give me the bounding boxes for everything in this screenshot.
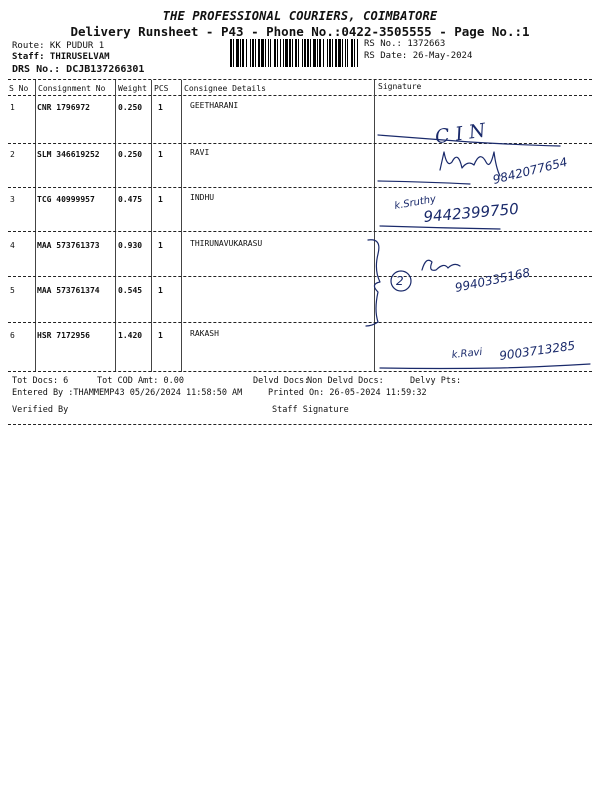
col-header-weight: Weight bbox=[118, 84, 147, 93]
row3-ink-stroke bbox=[380, 226, 500, 229]
row-consignee: INDHU bbox=[190, 193, 215, 202]
printed-on: Printed On: 26-05-2024 11:59:32 bbox=[268, 388, 427, 398]
row-consignee: GEETHARANI bbox=[190, 101, 239, 110]
column-separator bbox=[115, 80, 116, 372]
drs-number: DRS No.: DCJB137266301 bbox=[12, 64, 145, 75]
runsheet-subtitle: Delivery Runsheet - P43 - Phone No.:0422-3505555 - Page No.:1 bbox=[70, 24, 530, 39]
signature-row3-phone: 9442399750 bbox=[422, 199, 520, 226]
row2-ink-stroke bbox=[378, 181, 470, 184]
column-separator bbox=[181, 80, 182, 372]
row-weight: 0.250 bbox=[118, 150, 143, 159]
row-weight: 0.930 bbox=[118, 241, 143, 250]
row-pcs: 1 bbox=[158, 241, 163, 250]
row-divider bbox=[8, 322, 592, 323]
company-title: THE PROFESSIONAL COURIERS, COIMBATORE bbox=[162, 9, 438, 23]
row-pcs: 1 bbox=[158, 195, 163, 204]
col-header-consignee: Consignee Details bbox=[184, 84, 266, 93]
staff-signature: Staff Signature bbox=[272, 405, 349, 415]
total-docs: Tot Docs: 6 bbox=[12, 376, 69, 386]
col-header-signature: Signature bbox=[378, 82, 422, 91]
row2-signature-scribble bbox=[440, 152, 500, 176]
row-weight: 0.545 bbox=[118, 286, 143, 295]
signature-row45-mark: 2 bbox=[396, 274, 404, 288]
entered-by: Entered By :THAMMEMP43 05/26/2024 11:58:50 AM bbox=[12, 388, 243, 398]
signature-row2-phone: 9842077654 bbox=[491, 154, 569, 187]
row-divider bbox=[8, 276, 592, 277]
row-consignment: CNR 1796972 bbox=[37, 103, 90, 112]
header-top-divider bbox=[8, 79, 592, 80]
row-consignment: MAA 573761373 bbox=[37, 241, 100, 250]
delivered-docs: Delvd Docs: bbox=[253, 376, 310, 386]
header-bottom-divider bbox=[8, 95, 592, 96]
row-sno: 2 bbox=[10, 150, 15, 159]
row-weight: 0.475 bbox=[118, 195, 143, 204]
row-divider bbox=[8, 231, 592, 232]
merge-brace bbox=[366, 240, 380, 326]
signature-row6-name: k.Ravi bbox=[451, 346, 483, 361]
row-divider bbox=[8, 143, 592, 144]
staff-label: Staff: THIRUSELVAM bbox=[12, 52, 110, 62]
row-sno: 6 bbox=[10, 331, 15, 340]
row-consignment: TCG 40999957 bbox=[37, 195, 95, 204]
col-header-consignment: Consignment No bbox=[38, 84, 106, 93]
row-pcs: 1 bbox=[158, 103, 163, 112]
total-cod-amount: Tot COD Amt: 0.00 bbox=[97, 376, 184, 386]
rs-number: RS No.: 1372663 bbox=[364, 39, 446, 49]
verified-by: Verified By bbox=[12, 405, 69, 415]
row1-ink-stroke bbox=[378, 135, 560, 146]
signature-row1: C I N bbox=[433, 119, 487, 149]
barcode-image bbox=[230, 39, 358, 67]
rs-date: RS Date: 26-May-2024 bbox=[364, 51, 473, 61]
signature-row6-phone: 9003713285 bbox=[498, 338, 577, 363]
signature-row3-name: k.Sruthy bbox=[393, 193, 437, 212]
row-consignee: THIRUNAVUKARASU bbox=[190, 239, 263, 248]
row-consignee: RAVI bbox=[190, 148, 210, 157]
row-sno: 3 bbox=[10, 195, 15, 204]
merge-circle bbox=[391, 271, 411, 291]
row-consignment: HSR 7172956 bbox=[37, 331, 90, 340]
column-separator bbox=[35, 80, 36, 372]
table-bottom-divider bbox=[8, 371, 592, 372]
footer-divider bbox=[8, 424, 592, 425]
col-header-sno: S No bbox=[9, 84, 29, 93]
delivery-points: Delvy Pts: bbox=[410, 376, 462, 386]
signature-row45-phone: 9940335168 bbox=[453, 265, 532, 295]
row-consignment: MAA 573761374 bbox=[37, 286, 100, 295]
row-pcs: 1 bbox=[158, 286, 163, 295]
row-pcs: 1 bbox=[158, 150, 163, 159]
row6-ink-stroke bbox=[380, 364, 590, 369]
row-consignment: SLM 346619252 bbox=[37, 150, 100, 159]
column-separator bbox=[374, 80, 375, 372]
row-sno: 1 bbox=[10, 103, 15, 112]
route-label: Route: KK PUDUR 1 bbox=[12, 41, 105, 51]
non-delivered-docs: Non Delvd Docs: bbox=[307, 376, 384, 386]
col-header-pcs: PCS bbox=[154, 84, 169, 93]
column-separator bbox=[151, 80, 152, 372]
row-weight: 0.250 bbox=[118, 103, 143, 112]
row-pcs: 1 bbox=[158, 331, 163, 340]
row-sno: 4 bbox=[10, 241, 15, 250]
row-consignee: RAKASH bbox=[190, 329, 219, 338]
row-divider bbox=[8, 187, 592, 188]
row-weight: 1.420 bbox=[118, 331, 143, 340]
row-sno: 5 bbox=[10, 286, 15, 295]
row45-signature-scribble bbox=[422, 260, 460, 270]
